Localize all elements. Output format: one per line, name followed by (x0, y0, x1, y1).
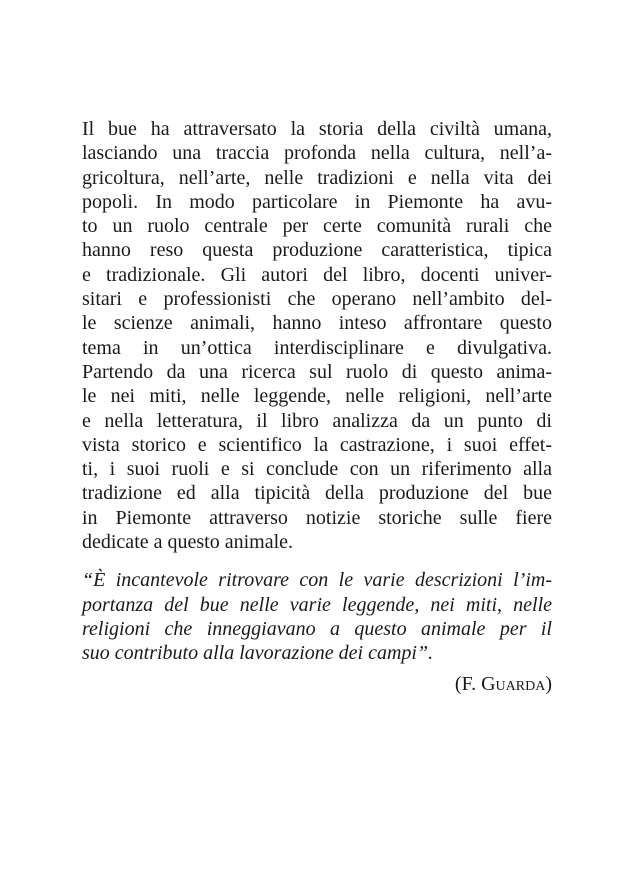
body-line: in Piemonte attraverso notizie storiche sulle fiere (82, 506, 552, 529)
body-line: ti, i suoi ruoli e si conclude con un riferimento alla (82, 458, 552, 481)
quote-line: religioni che inneggiavano a questo animale per il (82, 617, 552, 640)
body-line: Il bue ha attraversato la storia della civiltà umana, (82, 118, 552, 140)
body-line: e tradizionale. Gli autori del libro, docenti univer- (82, 263, 552, 286)
quote-line: portanza del bue nelle varie leggende, nei miti, nelle (82, 593, 552, 616)
quote-line: “È incantevole ritrovare con le varie descrizioni l’im- (82, 569, 552, 592)
body-line: e nella letteratura, il libro analizza da un punto di (82, 409, 552, 432)
body-line: tradizione ed alla tipicità della produzione del bue (82, 482, 552, 505)
attribution-close: ) (545, 672, 552, 695)
body-line: gricoltura, nell’arte, nelle tradizioni e nella vita dei (82, 166, 552, 189)
body-line: le nei miti, nelle leggende, nelle religioni, nell’arte (82, 385, 552, 408)
body-line: le scienze animali, hanno inteso affrontare questo (82, 312, 552, 335)
body-line: sitari e professionisti che operano nell’ambito del- (82, 288, 552, 311)
quote-line: suo contributo alla lavorazione dei campi”. (82, 642, 434, 665)
body-line: lasciando una traccia profonda nella cultura, nell’a- (82, 142, 552, 165)
body-line: to un ruolo centrale per certe comunità rurali che (82, 215, 552, 238)
quote-attribution (82, 672, 552, 696)
attribution-author: Guarda (481, 672, 546, 695)
body-line: tema in un’ottica interdisciplinare e divulgativa. (82, 336, 552, 359)
body-line: hanno reso questa produzione caratteristica, tipica (82, 239, 552, 262)
quote-paragraph (82, 568, 552, 665)
body-line: Partendo da una ricerca sul ruolo di questo anima- (82, 360, 552, 383)
body-paragraph (82, 117, 552, 554)
body-line: vista storico e scientifico la castrazione, i suoi effet- (82, 433, 552, 456)
body-line: popoli. In modo particolare in Piemonte ha avu- (82, 190, 552, 213)
back-cover-text (82, 117, 552, 696)
attribution-open: (F. (454, 672, 482, 695)
body-line: dedicate a questo animale. (82, 531, 294, 554)
